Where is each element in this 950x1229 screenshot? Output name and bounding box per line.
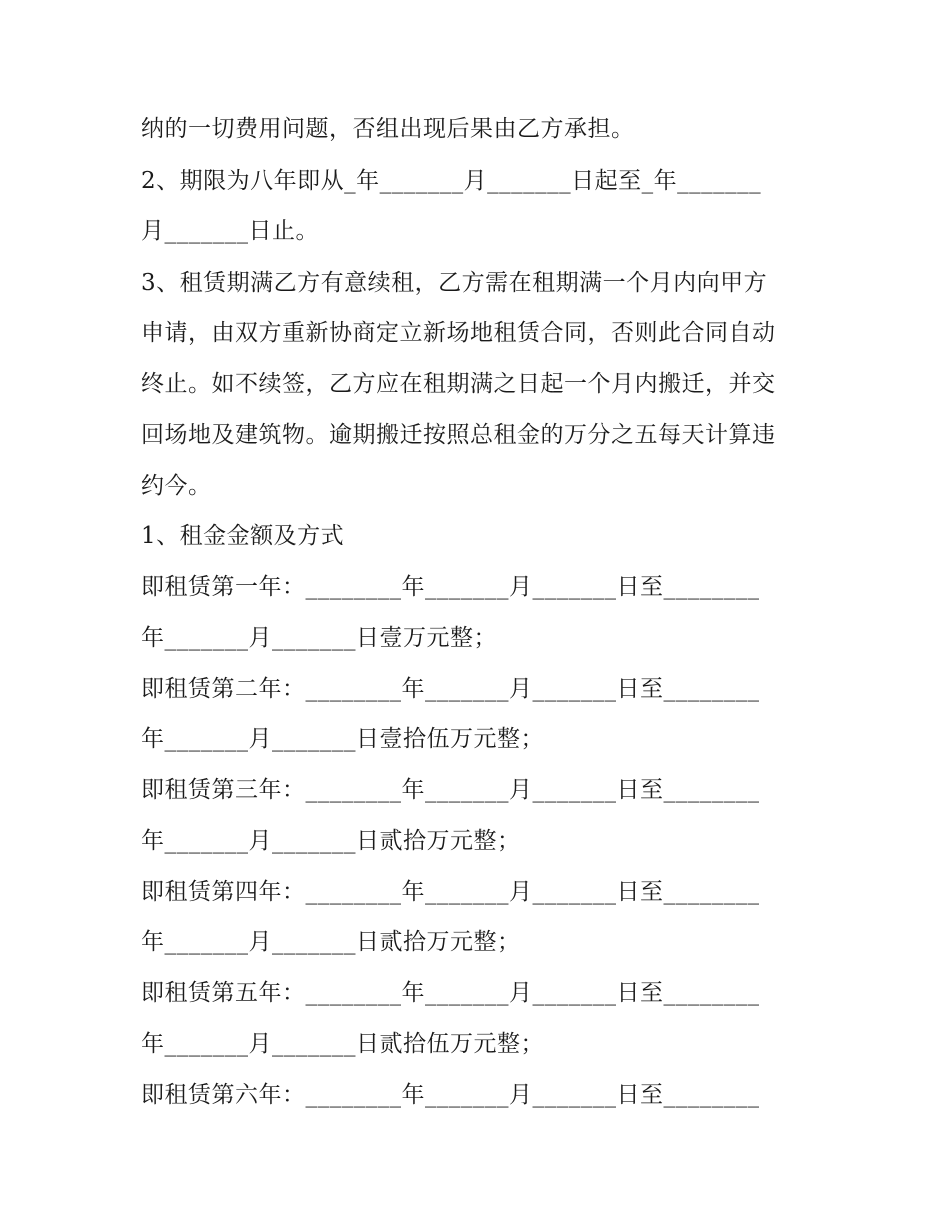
- text-line: 终止。如不续签，乙方应在租期满之日起一个月内搬迁，并交: [141, 371, 776, 397]
- text-line: 年_______月_______日壹万元整；: [141, 625, 497, 651]
- text-line: 即租赁第六年：________年_______月_______日至________: [141, 1082, 760, 1108]
- text-line: 2、期限为八年即从_年_______月_______日起至_年_______: [141, 168, 762, 194]
- text-line: 即租赁第四年：________年_______月_______日至________: [141, 879, 760, 905]
- text-line: 申请，由双方重新协商定立新场地租赁合同，否则此合同自动: [141, 320, 776, 346]
- text-line: 月_______日止。: [141, 218, 319, 244]
- text-line: 即租赁第一年：________年_______月_______日至________: [141, 574, 760, 600]
- text-line: 即租赁第五年：________年_______月_______日至________: [141, 980, 760, 1006]
- section-heading: 1、租金金额及方式: [141, 523, 345, 549]
- text-line: 3、租赁期满乙方有意续租，乙方需在租期满一个月内向甲方: [141, 270, 768, 296]
- text-line: 年_______月_______日贰拾万元整；: [141, 828, 521, 854]
- text-line: 即租赁第二年：________年_______月_______日至________: [141, 676, 760, 702]
- text-line: 年_______月_______日壹拾伍万元整；: [141, 726, 544, 752]
- text-line: 约今。: [141, 473, 212, 499]
- text-line: 即租赁第三年：________年_______月_______日至________: [141, 777, 760, 803]
- text-line: 纳的一切费用问题，否组出现后果由乙方承担。: [141, 116, 635, 142]
- text-line: 年_______月_______日贰拾伍万元整；: [141, 1031, 544, 1057]
- text-line: 回场地及建筑物。逾期搬迁按照总租金的万分之五每天计算违: [141, 422, 776, 448]
- text-line: 年_______月_______日贰拾万元整；: [141, 929, 521, 955]
